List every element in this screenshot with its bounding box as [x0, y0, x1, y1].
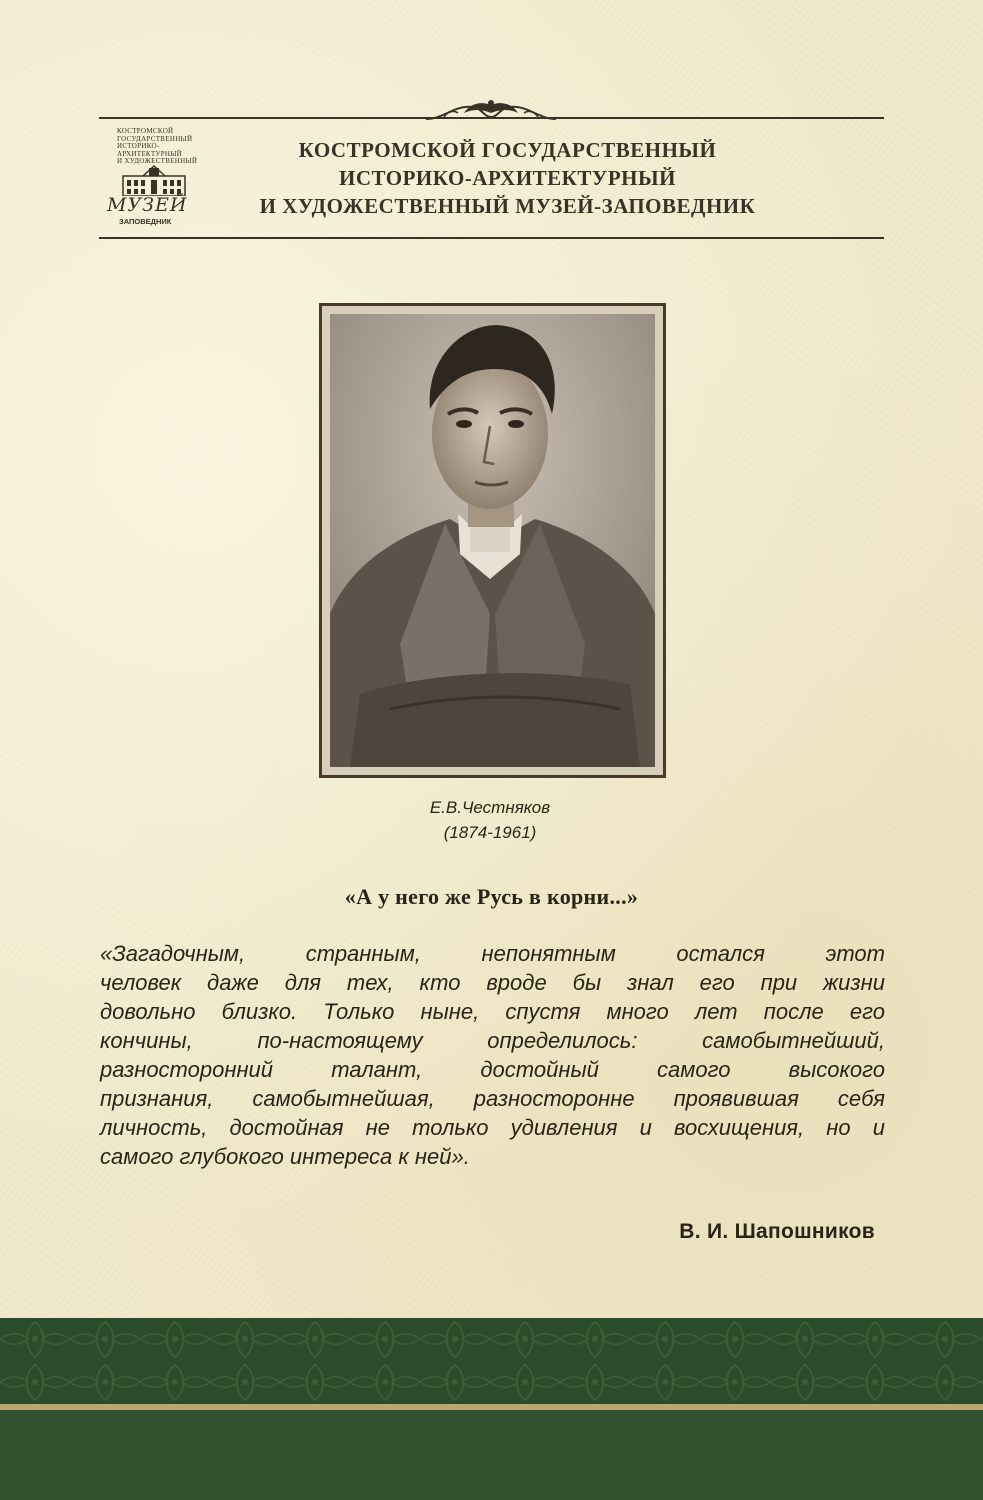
portrait-frame	[319, 303, 666, 778]
quote-line: довольно близко. Только ныне, спустя много лет после его	[100, 999, 885, 1024]
footer-green-panel	[0, 1410, 983, 1500]
portrait-photo	[330, 314, 655, 767]
header-rule-top	[99, 117, 884, 119]
logo-museum-word: МУЗЕЙ	[107, 194, 188, 216]
museum-title-line: И ХУДОЖЕСТВЕННЫЙ МУЗЕЙ-ЗАПОВЕДНИК	[259, 194, 756, 218]
ornament-flourish	[424, 95, 558, 125]
logo-top-text: КОСТРОМСКОЙ ГОСУДАРСТВЕННЫЙ ИСТОРИКО-АРХИТЕКТУРНЫЙ И ХУДОЖЕСТВЕННЫЙ	[117, 127, 198, 165]
quote-line: разносторонний талант, достойный самого высокого	[100, 1057, 885, 1082]
portrait-caption-name: Е.В.Честняков	[429, 798, 551, 817]
museum-title-line: ИСТОРИКО-АРХИТЕКТУРНЫЙ	[339, 166, 676, 190]
quote-line: «Загадочным, странным, непонятным остался этот	[100, 941, 885, 966]
header-rule-bottom	[99, 237, 884, 239]
quote-line: самого глубокого интереса к ней».	[100, 1144, 470, 1169]
museum-title-line: КОСТРОМСКОЙ ГОСУДАРСТВЕННЫЙ	[298, 138, 717, 162]
quote-line: личность, достойная не только удивления и восхищения, но и	[100, 1115, 885, 1140]
quote-line: кончины, по-настоящему определилось: самобытнейший,	[100, 1028, 885, 1053]
logo-bottom-word: ЗАПОВЕДНИК	[119, 217, 172, 226]
quote-line: человек даже для тех, кто вроде бы знал его при жизни	[100, 970, 885, 995]
quote-block	[100, 939, 885, 1171]
portrait-caption	[340, 795, 640, 845]
quote-author: В. И. Шапошников	[679, 1220, 875, 1243]
museum-building-icon	[121, 164, 187, 196]
footer-ornament-pattern	[0, 1318, 983, 1404]
portrait-image	[330, 314, 655, 767]
museum-logo	[105, 128, 201, 228]
quote-line: признания, самобытнейшая, разносторонне проявившая себя	[100, 1086, 885, 1111]
museum-title	[215, 136, 800, 220]
footer-band	[0, 1318, 983, 1500]
epigraph: «А у него же Русь в корни...»	[344, 884, 639, 909]
portrait-caption-years: (1874-1961)	[443, 823, 537, 842]
